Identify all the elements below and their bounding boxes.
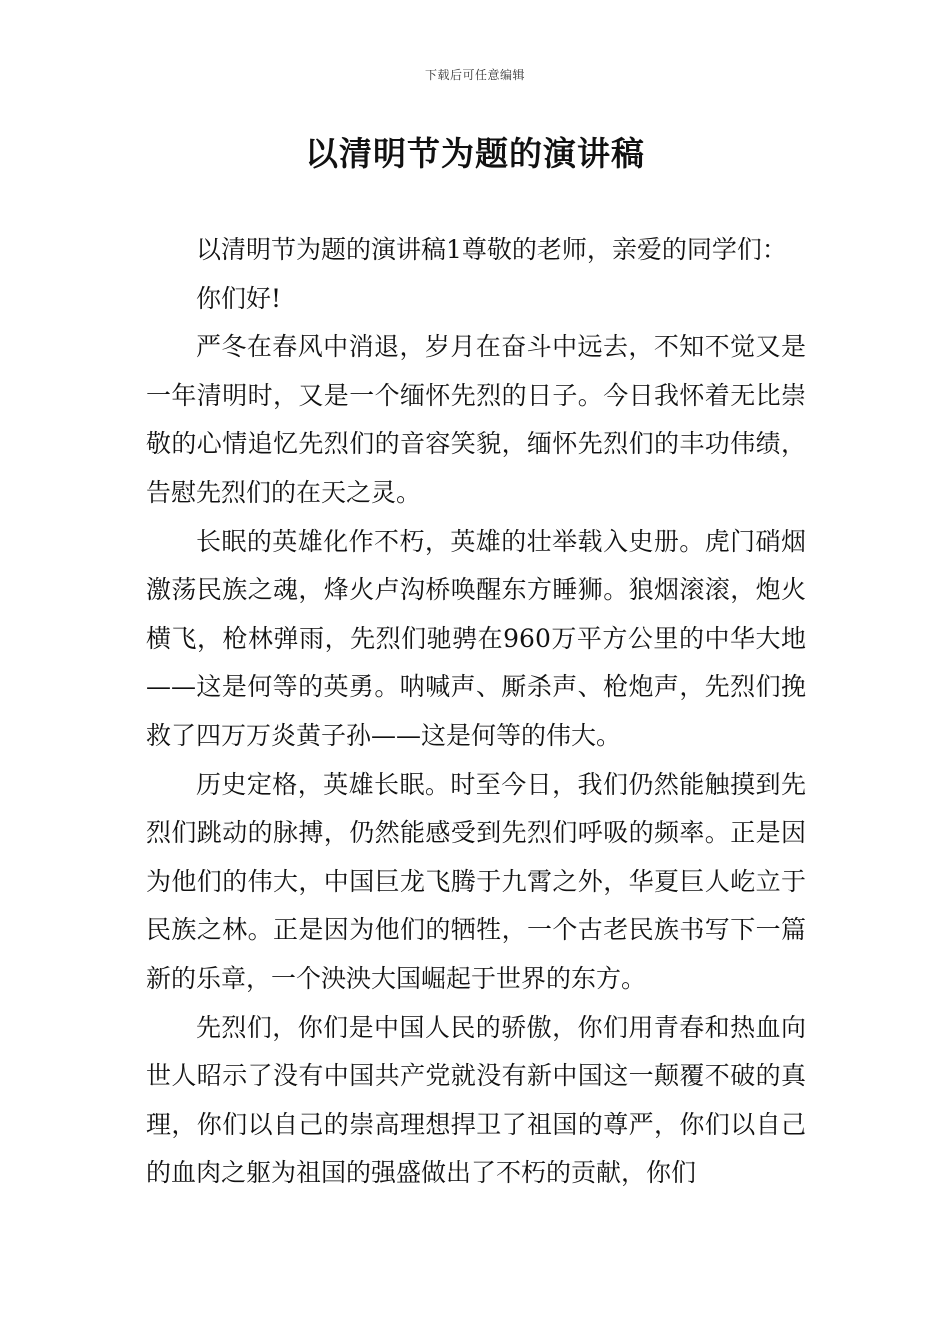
paragraph-intro: 严冬在春风中消退，岁月在奋斗中远去，不知不觉又是一年清明时，又是一个缅怀先烈的日子。今日我怀着无比崇敬的心情追忆先烈们的音容笑貌，缅怀先烈们的丰功伟绩，告慰先烈们的在天之灵。 [146,332,806,507]
paragraph-hello: 你们好! [196,283,282,313]
paragraph-heroes: 长眠的英雄化作不朽，英雄的壮举载入史册。虎门硝烟激荡民族之魂，烽火卢沟桥唤醒东方睡狮。狼烟滚滚，炮火横飞，枪林弹雨，先烈们驰骋在960万平方公里的中华大地——这是何等的英勇。呐喊声、厮杀声、枪炮声，先烈们挽救了四万万炎黄子孙——这是何等的伟大。 [146,526,806,750]
document-body [146,226,806,1198]
paragraph-history: 历史定格，英雄长眠。时至今日，我们仍然能触摸到先烈们跳动的脉搏，仍然能感受到先烈们呼吸的频率。正是因为他们的伟大，中国巨龙飞腾于九霄之外，华夏巨人屹立于民族之林。正是因为他们的牺牲，一个古老民族书写下一篇新的乐章，一个泱泱大国崛起于世界的东方。 [146,769,806,993]
document-title: 以清明节为题的演讲稿 [305,134,645,173]
header-note: 下载后可任意编辑 [424,68,525,82]
paragraph-greeting: 以清明节为题的演讲稿1尊敬的老师，亲爱的同学们： [196,235,787,264]
paragraph-martyrs: 先烈们，你们是中国人民的骄傲，你们用青春和热血向世人昭示了没有中国共产党就没有新中国这一颠覆不破的真理，你们以自己的崇高理想捍卫了祖国的尊严，你们以自己的血肉之躯为祖国的强盛做出了不朽的贡献，你们 [146,1012,806,1188]
